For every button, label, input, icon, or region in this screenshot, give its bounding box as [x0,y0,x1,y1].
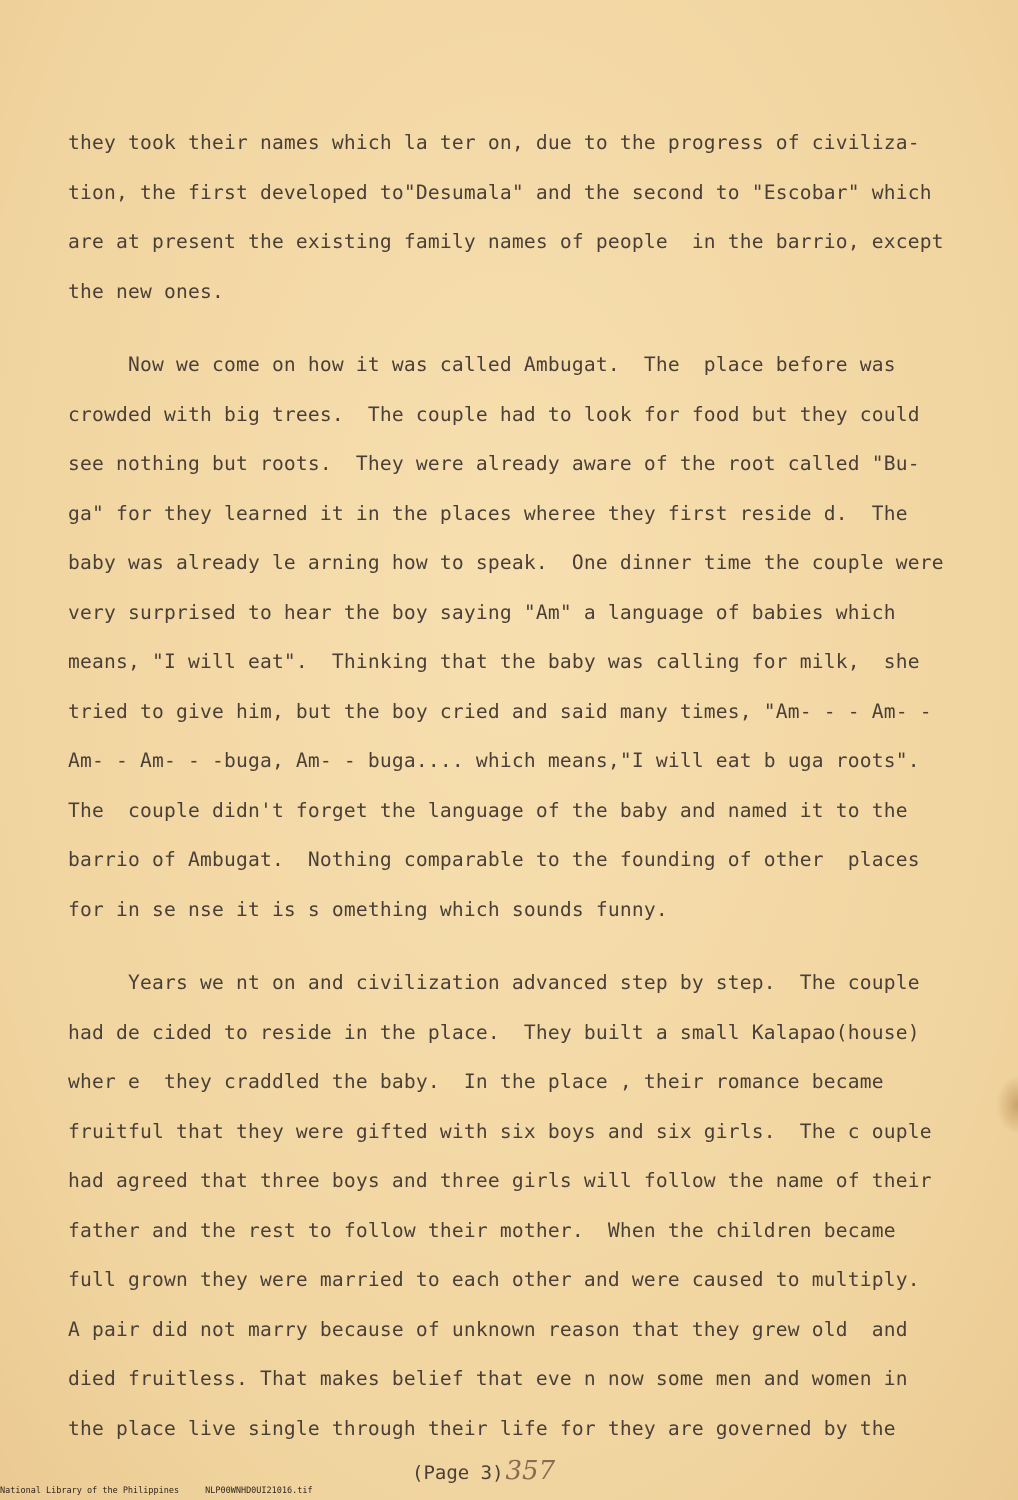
text-line: very surprised to hear the boy saying "Am" a language of babies which [68,600,896,624]
text-line: ga" for they learned it in the places wheree they first reside d. The [68,501,908,525]
page-number [412,1456,555,1486]
text-line: the place live single through their life for they are governed by the [68,1416,896,1440]
scan-footer [0,1486,313,1496]
text-line: Years we nt on and civilization advanced step by step. The couple [68,971,920,994]
text-line: crowded with big trees. The couple had to look for food but they could [68,402,920,426]
text-line: see nothing but roots. They were already aware of the root called "Bu- [68,452,920,475]
paper-stain [996,1075,1018,1135]
text-line: fruitful that they were gifted with six boys and six girls. The c ouple [68,1119,932,1143]
text-line: A pair did not marry because of unknown reason that they grew old and [68,1317,908,1341]
text-line: The couple didn't forget the language of the baby and named it to the [68,798,908,822]
paragraph-2 [68,340,988,934]
handwritten-page-number: 357 [505,1456,556,1486]
text-line: the new ones. [68,279,224,303]
typed-body-text [68,118,988,1453]
text-line: means, "I will eat". Thinking that the baby was calling for milk, she [68,650,920,673]
text-line: Am- - Am- - -buga, Am- - buga.... which means,"I will eat b uga roots". [68,749,920,772]
paragraph-1 [68,118,988,316]
text-line: tion, the first developed to"Desumala" and the second to "Escobar" which [68,180,932,204]
text-line: wher e they craddled the baby. In the place , their romance became [68,1070,884,1093]
text-line: father and the rest to follow their mother. When the children became [68,1218,896,1242]
footer-file-id: NLP00WNHD0UI21016.tif [205,1486,313,1496]
text-line: full grown they were married to each other and were caused to multiply. [68,1268,920,1291]
text-line: barrio of Ambugat. Nothing comparable to the founding of other places [68,848,920,871]
text-line: they took their names which la ter on, due to the progress of civiliza- [68,131,920,154]
text-line: Now we come on how it was called Ambugat. The place before was [68,353,896,376]
text-line: baby was already le arning how to speak. One dinner time the couple were [68,551,944,574]
text-line: tried to give him, but the boy cried and said many times, "Am- - - Am- - [68,699,932,723]
text-line: died fruitless. That makes belief that eve n now some men and women in [68,1367,908,1390]
paragraph-3 [68,958,988,1453]
text-line: for in se nse it is s omething which sounds funny. [68,897,668,921]
paragraph-gap [68,934,988,958]
page-label: (Page 3) [412,1462,504,1484]
text-line: are at present the existing family names of people in the barrio, except [68,230,944,253]
paragraph-gap [68,316,988,340]
text-line: had agreed that three boys and three girls will follow the name of their [68,1169,932,1192]
text-line: had de cided to reside in the place. They built a small Kalapao(house) [68,1020,920,1044]
footer-library: National Library of the Philippines [0,1486,180,1496]
